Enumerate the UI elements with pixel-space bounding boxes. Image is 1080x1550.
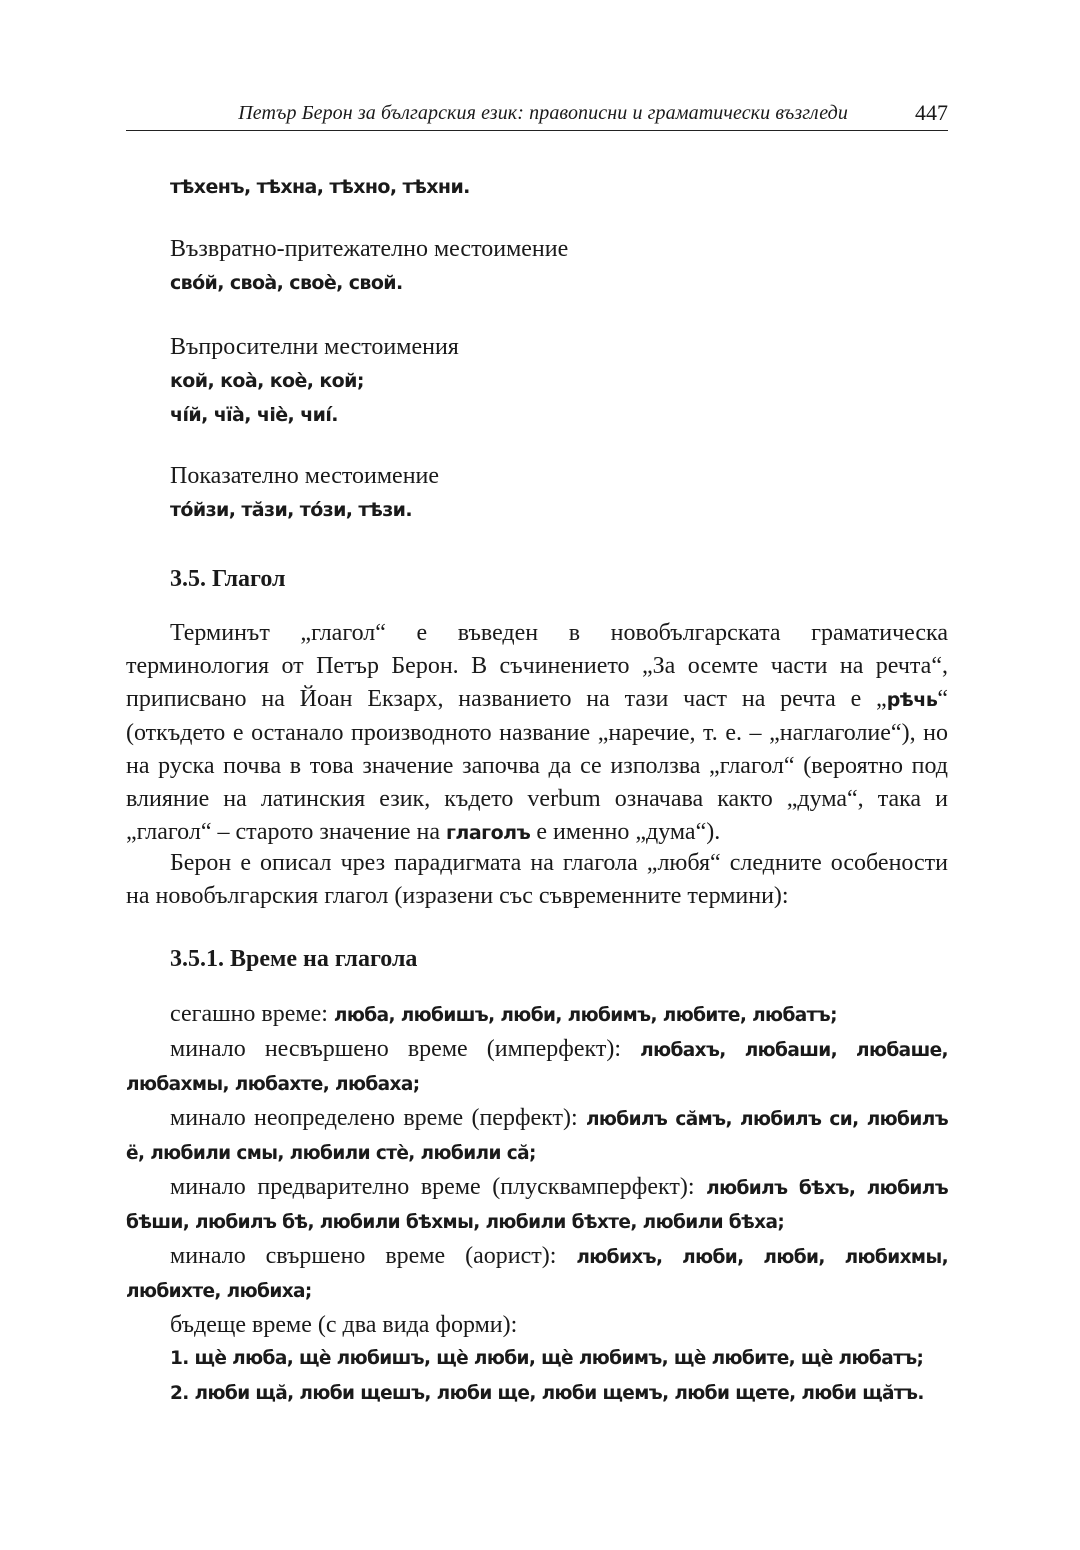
- paragraph-beron-paradigm: Берон е описал чрез парадигмата на глагола „любя“ следните особености на новобългарския глагол (изразени със съвременните термини):: [126, 850, 948, 909]
- tense-forms: любахъ, любаши, любаше, любахмы, любахте, любаха;: [126, 1039, 948, 1095]
- demonstrative-pronoun-block: [126, 459, 992, 527]
- future-forms-2: [126, 1376, 948, 1411]
- tense-label: минало предварително време (плусквамперфект):: [170, 1173, 707, 1200]
- interrogative-pronoun-block: [126, 330, 992, 432]
- possessive-forms: тѣхенъ, тѣхна, тѣхно, тѣхни.: [170, 176, 470, 198]
- tense-perfect: [126, 1102, 948, 1171]
- section-heading-3-5: 3.5. Глагол: [170, 566, 286, 592]
- tense-pluperfect: [126, 1171, 948, 1240]
- demonstrative-label: Показателно местоимение: [170, 463, 440, 489]
- tense-aorist: [126, 1240, 948, 1309]
- tense-forms: люба, любишъ, люби, любимъ, любите, любатъ;: [333, 1005, 837, 1026]
- tense-label: сегашно време:: [170, 1001, 334, 1027]
- future-forms-1-text: 1. щѐ люба, щѐ любишъ, щѐ люби, щѐ любимъ, щѐ любите, щѐ любатъ;: [170, 1348, 924, 1369]
- interrogative-forms-2: чíй, чïà, чiè, чиí.: [170, 404, 338, 426]
- tense-list: [126, 998, 948, 1410]
- page-number: 447: [915, 100, 948, 125]
- paragraph-text-part-3: е именно „дума“).: [530, 819, 721, 845]
- future-forms-1: [126, 1341, 948, 1376]
- interrogative-forms-1: кой, коà, коè, кой;: [170, 370, 364, 392]
- paragraph-text-part-1: Терминът „глагол“ е въведен в новобългарската граматическа терминология от Петър Берон. В съчинението „За осемте части на речта“, приписвано на Йоан Екзарх, названието на тази част на речта е „: [126, 620, 948, 712]
- future-forms-2-text: 2. люби щă, люби щешъ, люби ще, люби щемъ, люби щете, люби щăтъ.: [170, 1382, 924, 1404]
- tense-present: [126, 998, 948, 1033]
- tense-imperfect: [126, 1033, 948, 1102]
- paragraph-text-part-2: “ (откъдето е останало производното название „наречие, т. е. – „наглаголие“), но на руска почва в това значение започва да се използва „глагол“ (вероятно под влияние на латинския език, където verbum означава както „дума“, така и „глагол“ – старото значение на: [126, 686, 948, 845]
- running-title: Петър Берон за българския език: правописни и граматически възгледи: [238, 102, 848, 124]
- tense-forms: любилъ сăмъ, любилъ си, любилъ ё, любили смы, любили стѐ, любили сă;: [126, 1108, 948, 1164]
- tense-forms: любилъ бѣхъ, любилъ бѣши, любилъ бѣ, любили бѣхмы, любили бѣхте, любили бѣха;: [126, 1177, 949, 1233]
- reflexive-pronoun-block: [126, 232, 992, 300]
- paragraph-glagol-term: [126, 617, 948, 850]
- tense-label: минало свършено време (аорист):: [170, 1242, 577, 1269]
- church-slavonic-word-glagol: глаголъ: [445, 822, 531, 844]
- running-head: [126, 100, 948, 131]
- tense-label: минало неопределено време (перфект):: [170, 1104, 586, 1131]
- tense-forms: любихъ, люби, люби, любихмы, любихте, любиха;: [126, 1246, 948, 1302]
- future-tense-label: бъдеще време (с два вида форми):: [170, 1311, 518, 1338]
- demonstrative-forms: тóйзи, тăзи, тóзи, тѣзи.: [170, 499, 412, 521]
- reflexive-label: Възвратно-притежателно местоимение: [170, 236, 569, 262]
- section-heading-3-5-1: 3.5.1. Време на глагола: [170, 946, 418, 972]
- tense-label: минало несвършено време (имперфект):: [170, 1035, 641, 1062]
- church-slavonic-word-rech: рѣчь: [886, 689, 938, 711]
- interrogative-label: Въпросителни местоимения: [170, 334, 459, 360]
- reflexive-forms: свóй, своà, своè, свой.: [170, 272, 403, 294]
